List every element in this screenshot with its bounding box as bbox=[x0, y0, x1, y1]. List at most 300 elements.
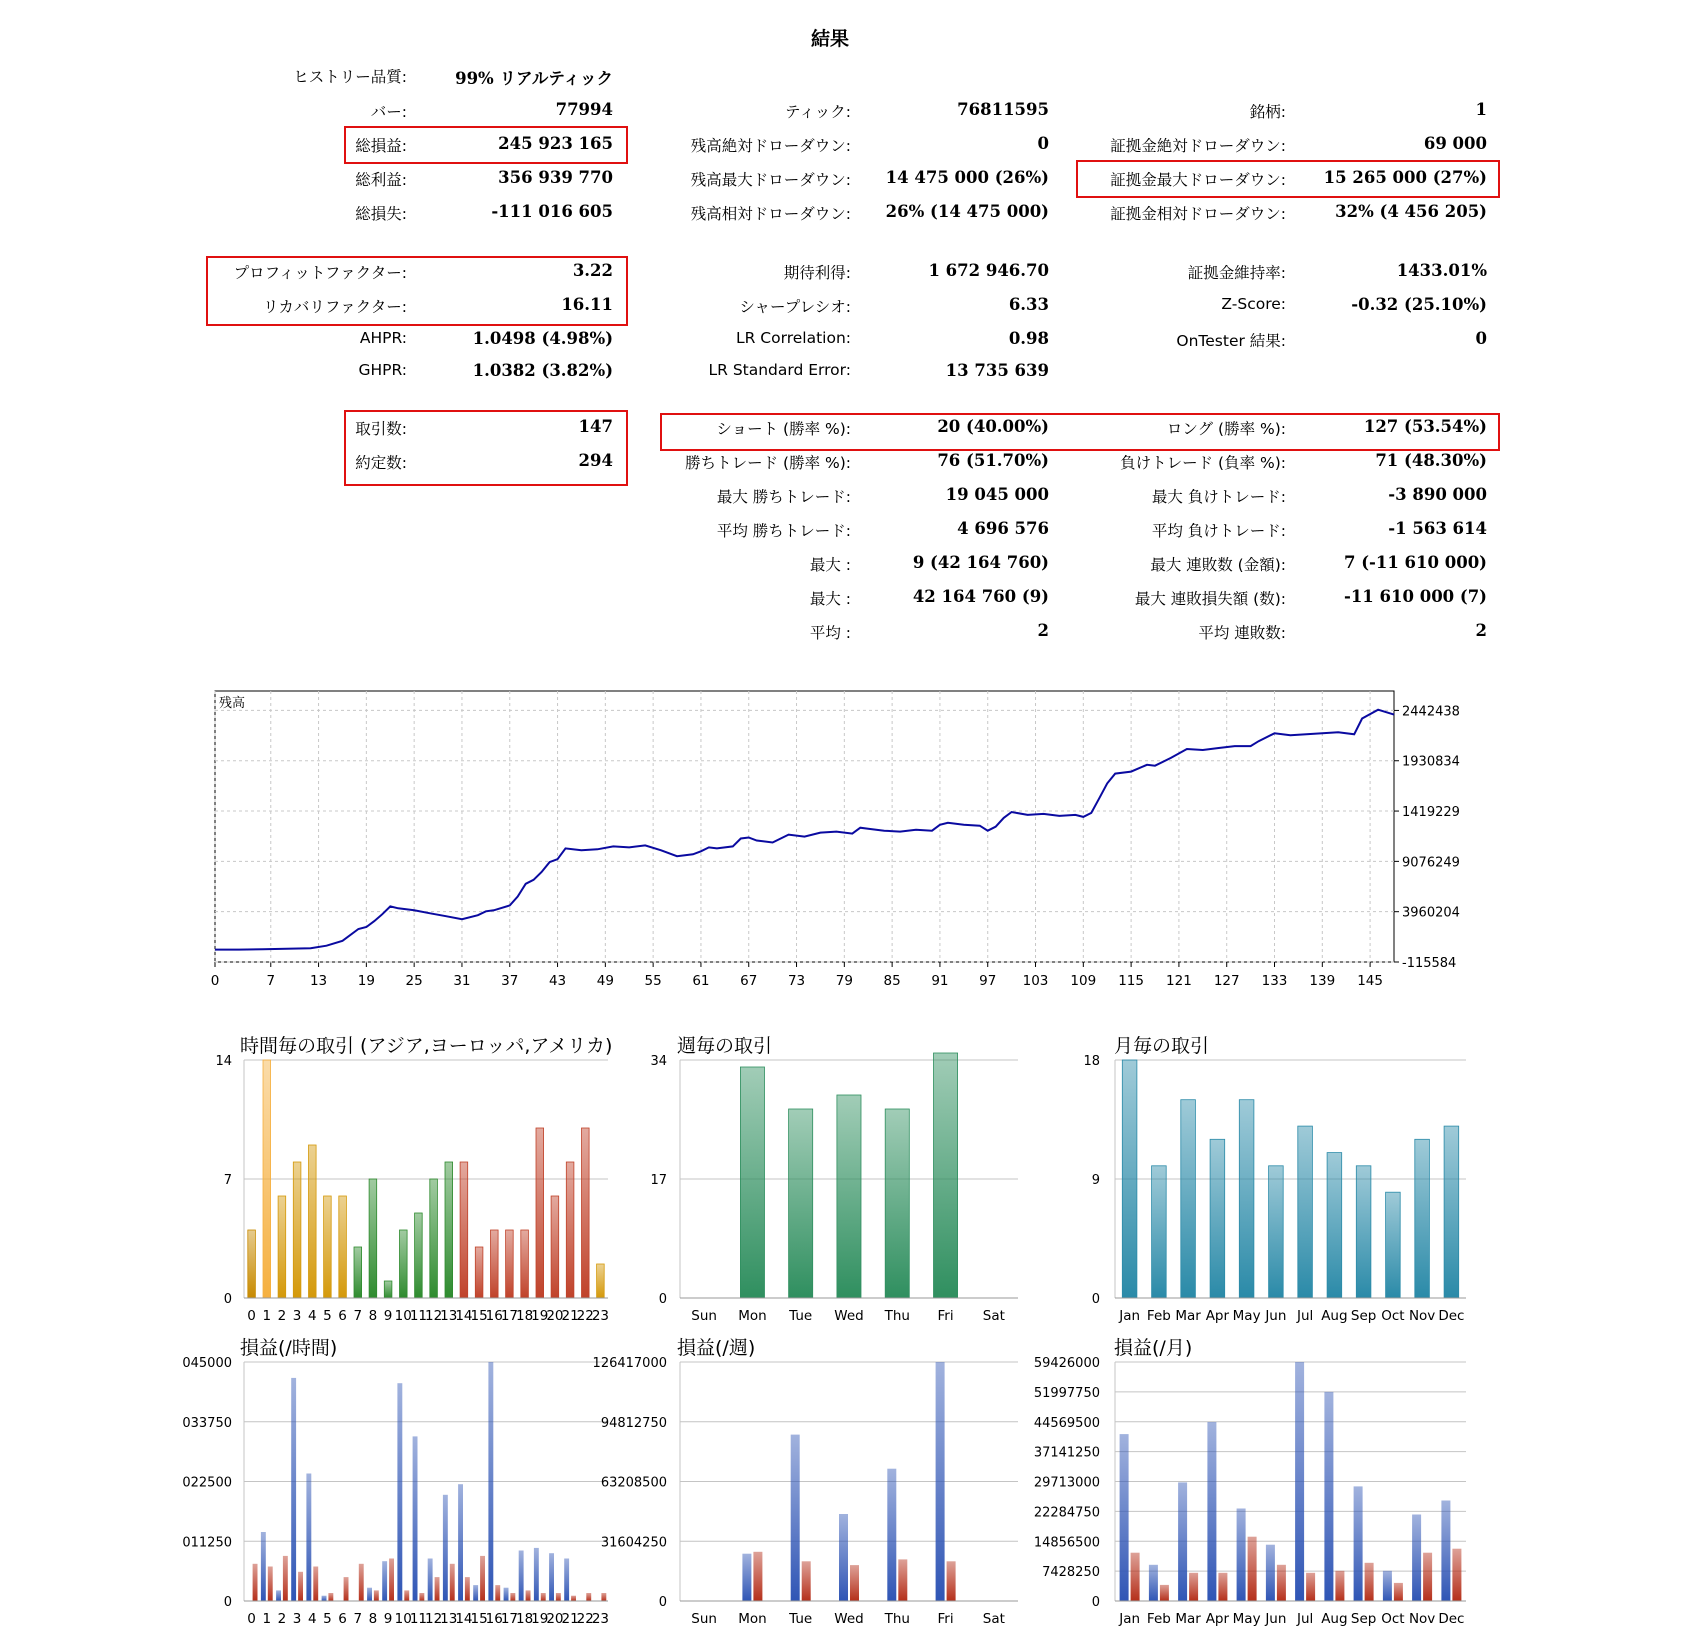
chart-x-tick-label: Jan bbox=[1119, 1308, 1141, 1324]
chart-x-tick-label: 4 bbox=[307, 1308, 317, 1324]
chart-x-tick-label: 16 bbox=[485, 1308, 503, 1324]
stat-value-lr-standard-error: 13 735 639 bbox=[945, 361, 1049, 380]
bar bbox=[1423, 1553, 1432, 1601]
chart-y-tick-label: 7 bbox=[223, 1173, 232, 1188]
chart-y-tick-label: 37141250 bbox=[1033, 1445, 1100, 1461]
chart-x-tick-label: 4 bbox=[307, 1611, 317, 1627]
bar bbox=[268, 1567, 273, 1602]
balance-x-tick-label: 91 bbox=[931, 973, 949, 989]
bar bbox=[419, 1593, 424, 1601]
chart-x-tick-label: Thu bbox=[884, 1308, 910, 1324]
stat-value-equity-dd-absolute: 69 000 bbox=[1423, 134, 1487, 153]
chart-y-tick-label: 0 bbox=[658, 1595, 667, 1610]
bar bbox=[261, 1532, 266, 1601]
chart-title: 週毎の取引 bbox=[677, 1035, 773, 1057]
chart-y-tick-label: 0 bbox=[658, 1292, 667, 1307]
bar bbox=[473, 1585, 478, 1601]
bar bbox=[322, 1596, 327, 1601]
stat-value-long-trades: 127 (53.54%) bbox=[1363, 417, 1487, 436]
balance-x-tick-label: 61 bbox=[692, 973, 710, 989]
bar bbox=[551, 1196, 559, 1298]
balance-x-tick-label: 25 bbox=[405, 973, 423, 989]
bar bbox=[354, 1247, 362, 1298]
stat-value-profit-trades: 76 (51.70%) bbox=[937, 451, 1049, 470]
stat-label-profit-trades: 勝ちトレード (勝率 %): bbox=[685, 454, 851, 472]
balance-chart-title: 残高 bbox=[219, 696, 246, 711]
chart-x-tick-label: Jun bbox=[1265, 1611, 1287, 1627]
balance-chart bbox=[0, 680, 1696, 1000]
chart-y-tick-label: 045000 bbox=[182, 1356, 232, 1371]
chart-x-tick-label: Apr bbox=[1205, 1611, 1230, 1627]
bar bbox=[367, 1588, 372, 1601]
chart-x-tick-label: 8 bbox=[368, 1308, 378, 1324]
balance-y-tick-label: 1419229 bbox=[1402, 805, 1460, 821]
bar bbox=[887, 1469, 896, 1601]
balance-x-tick-label: 103 bbox=[1022, 973, 1049, 989]
stat-label-equity-dd-maximal: 証拠金最大ドローダウン: bbox=[1110, 171, 1286, 189]
bar bbox=[443, 1495, 448, 1601]
bar bbox=[885, 1109, 909, 1298]
stat-label-average-consecutive-losses: 平均 連敗数: bbox=[1198, 624, 1286, 642]
chart-y-tick-label: 51997750 bbox=[1033, 1385, 1100, 1401]
stat-label-max-consecutive-loss: 最大 連敗損失額 (数): bbox=[1134, 590, 1286, 608]
bar bbox=[1306, 1573, 1315, 1601]
bar bbox=[1160, 1585, 1169, 1601]
bar bbox=[344, 1577, 349, 1601]
chart-x-tick-label: Sep bbox=[1350, 1611, 1377, 1627]
stat-value-ticks: 76811595 bbox=[957, 100, 1049, 119]
stat-value-max-consecutive-profit: 42 164 760 (9) bbox=[912, 587, 1049, 606]
stat-value-gross-loss: -111 016 605 bbox=[491, 202, 613, 221]
chart-x-tick-label: 16 bbox=[485, 1611, 503, 1627]
chart-y-tick-label: 0 bbox=[223, 1292, 232, 1307]
balance-y-tick-label: 1930834 bbox=[1402, 754, 1460, 770]
bar bbox=[586, 1593, 591, 1601]
stat-value-bars: 77994 bbox=[555, 100, 613, 119]
balance-x-tick-label: 55 bbox=[644, 973, 662, 989]
bar bbox=[465, 1577, 470, 1601]
bar bbox=[278, 1196, 286, 1298]
chart-y-tick-label: 63208500 bbox=[600, 1475, 667, 1491]
chart-x-tick-label: 12 bbox=[424, 1308, 443, 1324]
bar bbox=[389, 1559, 394, 1602]
chart-x-tick-label: 13 bbox=[440, 1308, 458, 1324]
bar bbox=[1189, 1573, 1198, 1601]
chart-x-tick-label: Thu bbox=[884, 1611, 910, 1627]
balance-y-tick-label: 2442438 bbox=[1402, 704, 1460, 720]
bar bbox=[1266, 1545, 1275, 1601]
balance-y-tick-label: 9076249 bbox=[1402, 855, 1460, 871]
chart-x-tick-label: Mon bbox=[738, 1611, 767, 1627]
bar bbox=[283, 1556, 288, 1601]
stat-value-largest-loss-trade: -3 890 000 bbox=[1388, 485, 1487, 504]
stat-value-average-consecutive-wins: 2 bbox=[1037, 621, 1049, 640]
chart-y-tick-label: 94812750 bbox=[600, 1415, 667, 1431]
bar bbox=[1412, 1515, 1421, 1602]
results-title: 結果 bbox=[810, 28, 849, 50]
bar bbox=[276, 1590, 281, 1601]
stat-label-profit-factor: プロフィットファクター: bbox=[233, 264, 407, 282]
bar bbox=[460, 1162, 468, 1298]
chart-x-tick-label: Sat bbox=[982, 1308, 1005, 1324]
bar bbox=[1237, 1509, 1246, 1602]
bar bbox=[802, 1561, 811, 1601]
bar bbox=[898, 1559, 907, 1601]
chart-x-tick-label: 3 bbox=[292, 1611, 302, 1627]
bar bbox=[488, 1362, 493, 1601]
bar bbox=[1120, 1434, 1129, 1601]
stat-label-total-trades: 取引数: bbox=[355, 420, 407, 438]
bar bbox=[1365, 1563, 1374, 1601]
stat-value-total-deals: 294 bbox=[578, 451, 613, 470]
bar bbox=[491, 1230, 499, 1298]
bar bbox=[1452, 1549, 1461, 1601]
bar bbox=[526, 1590, 531, 1601]
stat-label-total-net-profit: 総損益: bbox=[355, 137, 407, 155]
bar bbox=[291, 1378, 296, 1601]
bar bbox=[435, 1577, 440, 1601]
highlight-trades-deals bbox=[344, 410, 628, 486]
bar bbox=[1441, 1501, 1450, 1602]
stat-label-bars: バー: bbox=[370, 103, 407, 121]
stat-label-recovery-factor: リカバリファクター: bbox=[263, 298, 407, 316]
chart-x-tick-label: 23 bbox=[591, 1308, 610, 1324]
bar bbox=[374, 1590, 379, 1601]
chart-y-tick-label: 59426000 bbox=[1033, 1356, 1100, 1371]
stat-label-equity-dd-absolute: 証拠金絶対ドローダウン: bbox=[1110, 137, 1286, 155]
chart-x-tick-label: 21 bbox=[561, 1611, 579, 1627]
bar bbox=[1149, 1565, 1158, 1601]
bar bbox=[253, 1564, 258, 1601]
chart-x-tick-label: Feb bbox=[1146, 1308, 1171, 1324]
bar bbox=[298, 1572, 303, 1601]
bar bbox=[510, 1593, 515, 1601]
bar bbox=[1386, 1192, 1401, 1298]
bar bbox=[495, 1585, 500, 1601]
bar bbox=[1356, 1166, 1371, 1298]
bar bbox=[564, 1559, 569, 1602]
bar bbox=[934, 1053, 958, 1298]
chart-x-tick-label: Jan bbox=[1119, 1611, 1141, 1627]
chart-x-tick-label: May bbox=[1232, 1308, 1261, 1324]
bar bbox=[571, 1596, 576, 1601]
bar bbox=[541, 1593, 546, 1601]
chart-x-tick-label: Mar bbox=[1175, 1611, 1201, 1627]
bar bbox=[837, 1095, 861, 1298]
bar bbox=[445, 1162, 453, 1298]
balance-x-tick-label: 43 bbox=[548, 973, 567, 989]
bar bbox=[1178, 1482, 1187, 1601]
balance-x-tick-label: 37 bbox=[501, 973, 519, 989]
chart-x-tick-label: Sun bbox=[691, 1308, 717, 1324]
bar bbox=[306, 1474, 311, 1602]
chart-x-tick-label: Dec bbox=[1438, 1308, 1465, 1324]
chart-x-tick-label: Nov bbox=[1408, 1308, 1436, 1324]
balance-x-tick-label: 13 bbox=[309, 973, 328, 989]
chart-x-tick-label: 5 bbox=[323, 1611, 332, 1627]
chart-x-tick-label: Aug bbox=[1321, 1611, 1348, 1627]
bar bbox=[753, 1552, 762, 1601]
balance-x-tick-label: 115 bbox=[1118, 973, 1145, 989]
chart-x-tick-label: Feb bbox=[1146, 1611, 1171, 1627]
bar bbox=[428, 1559, 433, 1602]
stat-label-total-deals: 約定数: bbox=[355, 454, 407, 472]
bar bbox=[536, 1128, 544, 1298]
stat-label-average-consecutive-wins: 平均 : bbox=[809, 624, 851, 642]
chart-title: 時間毎の取引 (アジア,ヨーロッパ,アメリカ) bbox=[240, 1035, 613, 1057]
stat-label-max-consecutive-losses: 最大 連敗数 (金額): bbox=[1150, 556, 1286, 574]
chart-y-tick-label: 9 bbox=[1091, 1173, 1100, 1188]
balance-x-tick-label: 31 bbox=[453, 973, 471, 989]
balance-x-tick-label: 49 bbox=[596, 973, 614, 989]
chart-y-tick-label: 22284750 bbox=[1033, 1505, 1100, 1521]
stat-value-short-trades: 20 (40.00%) bbox=[937, 417, 1049, 436]
stat-value-balance-dd-absolute: 0 bbox=[1037, 134, 1049, 153]
stat-label-margin-level: 証拠金維持率: bbox=[1187, 264, 1286, 282]
bar bbox=[397, 1383, 402, 1601]
stat-label-lr-standard-error: LR Standard Error: bbox=[708, 361, 851, 379]
chart-x-tick-label: 7 bbox=[353, 1611, 363, 1627]
balance-x-tick-label: 7 bbox=[266, 973, 276, 989]
bar bbox=[1383, 1571, 1392, 1601]
stat-label-average-loss-trade: 平均 負けトレード: bbox=[1151, 522, 1286, 540]
stat-label-symbols: 銘柄: bbox=[1249, 103, 1286, 121]
chart-x-tick-label: 19 bbox=[531, 1611, 549, 1627]
chart-x-tick-label: 1 bbox=[262, 1308, 272, 1324]
stat-value-equity-dd-maximal: 15 265 000 (27%) bbox=[1323, 168, 1487, 187]
balance-x-tick-label: 145 bbox=[1357, 973, 1383, 989]
balance-x-tick-label: 73 bbox=[787, 973, 806, 989]
chart-x-tick-label: 2 bbox=[277, 1308, 287, 1324]
balance-y-tick-label: 3960204 bbox=[1402, 905, 1460, 921]
stat-label-short-trades: ショート (勝率 %): bbox=[716, 420, 851, 438]
chart-y-tick-label: 126417000 bbox=[592, 1356, 667, 1371]
chart-x-tick-label: 8 bbox=[368, 1611, 378, 1627]
chart-x-tick-label: Apr bbox=[1205, 1308, 1230, 1324]
balance-x-tick-label: 67 bbox=[740, 973, 758, 989]
stat-label-gross-loss: 総損失: bbox=[355, 205, 407, 223]
chart-x-tick-label: 9 bbox=[383, 1611, 393, 1627]
chart-x-tick-label: 3 bbox=[292, 1308, 302, 1324]
stat-value-balance-dd-maximal: 14 475 000 (26%) bbox=[885, 168, 1049, 187]
chart-y-tick-label: 0 bbox=[1091, 1292, 1100, 1307]
chart-x-tick-label: 5 bbox=[323, 1308, 332, 1324]
chart-x-tick-label: Fri bbox=[937, 1611, 954, 1627]
stat-value-total-trades: 147 bbox=[578, 417, 613, 436]
stat-value-z-score: -0.32 (25.10%) bbox=[1351, 295, 1487, 314]
bar bbox=[475, 1247, 483, 1298]
chart-x-tick-label: 15 bbox=[470, 1308, 488, 1324]
balance-x-tick-label: 133 bbox=[1261, 973, 1288, 989]
bar bbox=[556, 1593, 561, 1601]
chart-x-tick-label: Mon bbox=[738, 1308, 767, 1324]
balance-x-tick-label: 85 bbox=[883, 973, 901, 989]
bar bbox=[450, 1564, 455, 1601]
chart-y-tick-label: 7428250 bbox=[1042, 1565, 1100, 1581]
stat-value-largest-profit-trade: 19 045 000 bbox=[945, 485, 1049, 504]
bar bbox=[582, 1128, 590, 1298]
balance-x-tick-label: 121 bbox=[1166, 973, 1192, 989]
chart-x-tick-label: 20 bbox=[546, 1308, 564, 1324]
chart-x-tick-label: 12 bbox=[424, 1611, 443, 1627]
bar bbox=[1218, 1573, 1227, 1601]
chart-y-tick-label: 34 bbox=[650, 1054, 667, 1069]
chart-x-tick-label: Sun bbox=[691, 1611, 717, 1627]
chart-x-tick-label: 13 bbox=[440, 1611, 458, 1627]
stat-value-max-consecutive-wins: 9 (42 164 760) bbox=[912, 553, 1049, 572]
stat-value-average-consecutive-losses: 2 bbox=[1475, 621, 1487, 640]
balance-x-tick-label: 97 bbox=[979, 973, 997, 989]
stat-value-symbols: 1 bbox=[1475, 100, 1487, 119]
balance-plot-area bbox=[215, 691, 1394, 962]
chart-x-tick-label: 7 bbox=[353, 1308, 363, 1324]
bar bbox=[324, 1196, 332, 1298]
stat-value-ghpr: 1.0382 (3.82%) bbox=[472, 361, 613, 380]
balance-x-tick-label: 109 bbox=[1070, 973, 1097, 989]
highlight-equity-dd-maximal bbox=[1076, 160, 1500, 198]
bar bbox=[1277, 1565, 1286, 1601]
bar bbox=[369, 1179, 377, 1298]
chart-x-tick-label: 1 bbox=[262, 1611, 272, 1627]
bar bbox=[740, 1067, 764, 1298]
stat-label-ghpr: GHPR: bbox=[358, 361, 407, 379]
bar bbox=[521, 1230, 529, 1298]
chart-x-tick-label: 19 bbox=[531, 1308, 549, 1324]
stat-value-ontester-result: 0 bbox=[1475, 329, 1487, 348]
chart-y-tick-label: 29713000 bbox=[1033, 1475, 1100, 1491]
chart-x-tick-label: 18 bbox=[515, 1308, 534, 1324]
bar bbox=[1210, 1139, 1225, 1298]
chart-y-tick-label: 022500 bbox=[182, 1475, 232, 1491]
bar bbox=[1131, 1553, 1140, 1601]
bar bbox=[566, 1162, 574, 1298]
bar bbox=[519, 1551, 524, 1602]
chart-x-tick-label: Sat bbox=[982, 1611, 1005, 1627]
stat-value-profit-factor: 3.22 bbox=[572, 261, 613, 280]
bar bbox=[1239, 1100, 1254, 1298]
chart-x-tick-label: 22 bbox=[576, 1611, 594, 1627]
stat-label-largest-profit-trade: 最大 勝ちトレード: bbox=[716, 488, 851, 506]
balance-y-axis-clip bbox=[1397, 691, 1696, 972]
highlight-short-long bbox=[660, 413, 1500, 451]
chart-x-tick-label: 21 bbox=[561, 1308, 579, 1324]
chart-y-tick-label: 17 bbox=[650, 1173, 667, 1188]
bar bbox=[1181, 1100, 1196, 1298]
bar bbox=[1354, 1486, 1363, 1601]
bar bbox=[791, 1435, 800, 1601]
chart-y-tick-label: 44569500 bbox=[1033, 1415, 1100, 1431]
bar bbox=[506, 1230, 514, 1298]
chart-x-tick-label: Mar bbox=[1175, 1308, 1201, 1324]
bar bbox=[504, 1588, 509, 1601]
bar bbox=[359, 1564, 364, 1601]
stat-value-balance-dd-relative: 26% (14 475 000) bbox=[885, 202, 1049, 221]
stat-label-average-profit-trade: 平均 勝ちトレード: bbox=[716, 522, 851, 540]
bar bbox=[263, 1060, 271, 1298]
chart-y-tick-label: 31604250 bbox=[600, 1535, 667, 1551]
chart-x-tick-label: 17 bbox=[500, 1611, 519, 1627]
stat-label-balance-dd-relative: 残高相対ドローダウン: bbox=[690, 205, 851, 223]
chart-x-tick-label: Jun bbox=[1265, 1308, 1287, 1324]
stat-value-ahpr: 1.0498 (4.98%) bbox=[472, 329, 613, 348]
bar bbox=[936, 1362, 945, 1601]
chart-x-tick-label: 14 bbox=[455, 1611, 473, 1627]
stat-value-average-profit-trade: 4 696 576 bbox=[957, 519, 1049, 538]
bar bbox=[1295, 1362, 1304, 1601]
chart-y-tick-label: 0 bbox=[223, 1595, 232, 1610]
chart-x-tick-label: 23 bbox=[591, 1611, 610, 1627]
stat-label-ontester-result: OnTester 結果: bbox=[1176, 332, 1286, 350]
chart-x-tick-label: 6 bbox=[338, 1308, 347, 1324]
bar bbox=[839, 1514, 848, 1601]
bar bbox=[1335, 1571, 1344, 1601]
chart-x-tick-label: Tue bbox=[789, 1611, 813, 1627]
stat-value-sharpe-ratio: 6.33 bbox=[1008, 295, 1049, 314]
bar bbox=[458, 1484, 463, 1601]
chart-x-tick-label: 10 bbox=[394, 1308, 412, 1324]
stat-value-recovery-factor: 16.11 bbox=[561, 295, 613, 314]
chart-y-tick-label: 0 bbox=[1091, 1595, 1100, 1610]
chart-x-tick-label: Dec bbox=[1438, 1611, 1465, 1627]
chart-x-tick-label: 22 bbox=[576, 1308, 594, 1324]
bar bbox=[597, 1264, 605, 1298]
bar bbox=[1269, 1166, 1284, 1298]
chart-title: 月毎の取引 bbox=[1114, 1035, 1210, 1057]
bar bbox=[404, 1590, 409, 1601]
chart-x-tick-label: May bbox=[1232, 1611, 1261, 1627]
bar bbox=[382, 1561, 387, 1601]
stat-label-expected-payoff: 期待利得: bbox=[783, 264, 851, 282]
chart-x-tick-label: 15 bbox=[470, 1611, 488, 1627]
chart-title: 損益(/週) bbox=[677, 1337, 756, 1359]
chart-y-tick-label: 033750 bbox=[182, 1415, 232, 1431]
bar bbox=[850, 1565, 859, 1601]
bar bbox=[248, 1230, 256, 1298]
stat-label-long-trades: ロング (勝率 %): bbox=[1166, 420, 1286, 438]
stat-value-expected-payoff: 1 672 946.70 bbox=[928, 261, 1049, 280]
chart-y-tick-label: 011250 bbox=[182, 1535, 232, 1551]
bar bbox=[534, 1548, 539, 1601]
stat-label-balance-dd-maximal: 残高最大ドローダウン: bbox=[690, 171, 851, 189]
chart-x-tick-label: 0 bbox=[247, 1611, 256, 1627]
bar bbox=[1207, 1422, 1216, 1601]
bar bbox=[1394, 1583, 1403, 1601]
balance-x-tick-label: 0 bbox=[210, 973, 220, 989]
chart-y-tick-label: 14856500 bbox=[1033, 1535, 1100, 1551]
stat-label-history-quality: ヒストリー品質: bbox=[293, 68, 407, 86]
bar bbox=[1444, 1126, 1459, 1298]
chart-x-tick-label: 18 bbox=[515, 1611, 534, 1627]
stat-label-max-consecutive-wins: 最大 : bbox=[809, 556, 851, 574]
chart-x-tick-label: 10 bbox=[394, 1611, 412, 1627]
chart-x-tick-label: Oct bbox=[1381, 1611, 1405, 1627]
chart-y-tick-label: 14 bbox=[215, 1054, 232, 1069]
stat-label-balance-dd-absolute: 残高絶対ドローダウン: bbox=[690, 137, 851, 155]
bar bbox=[415, 1213, 423, 1298]
bar bbox=[384, 1281, 392, 1298]
bar bbox=[789, 1109, 813, 1298]
chart-title: 損益(/月) bbox=[1114, 1337, 1193, 1359]
bar bbox=[480, 1556, 485, 1601]
stat-value-max-consecutive-losses: 7 (-11 610 000) bbox=[1343, 553, 1487, 572]
stat-value-total-net-profit: 245 923 165 bbox=[498, 134, 613, 153]
stat-label-lr-correlation: LR Correlation: bbox=[735, 329, 851, 347]
bar bbox=[313, 1567, 318, 1602]
chart-x-tick-label: Fri bbox=[937, 1308, 954, 1324]
chart-x-tick-label: 17 bbox=[500, 1308, 519, 1324]
highlight-factors bbox=[206, 256, 628, 326]
chart-x-tick-label: Jul bbox=[1296, 1308, 1314, 1324]
